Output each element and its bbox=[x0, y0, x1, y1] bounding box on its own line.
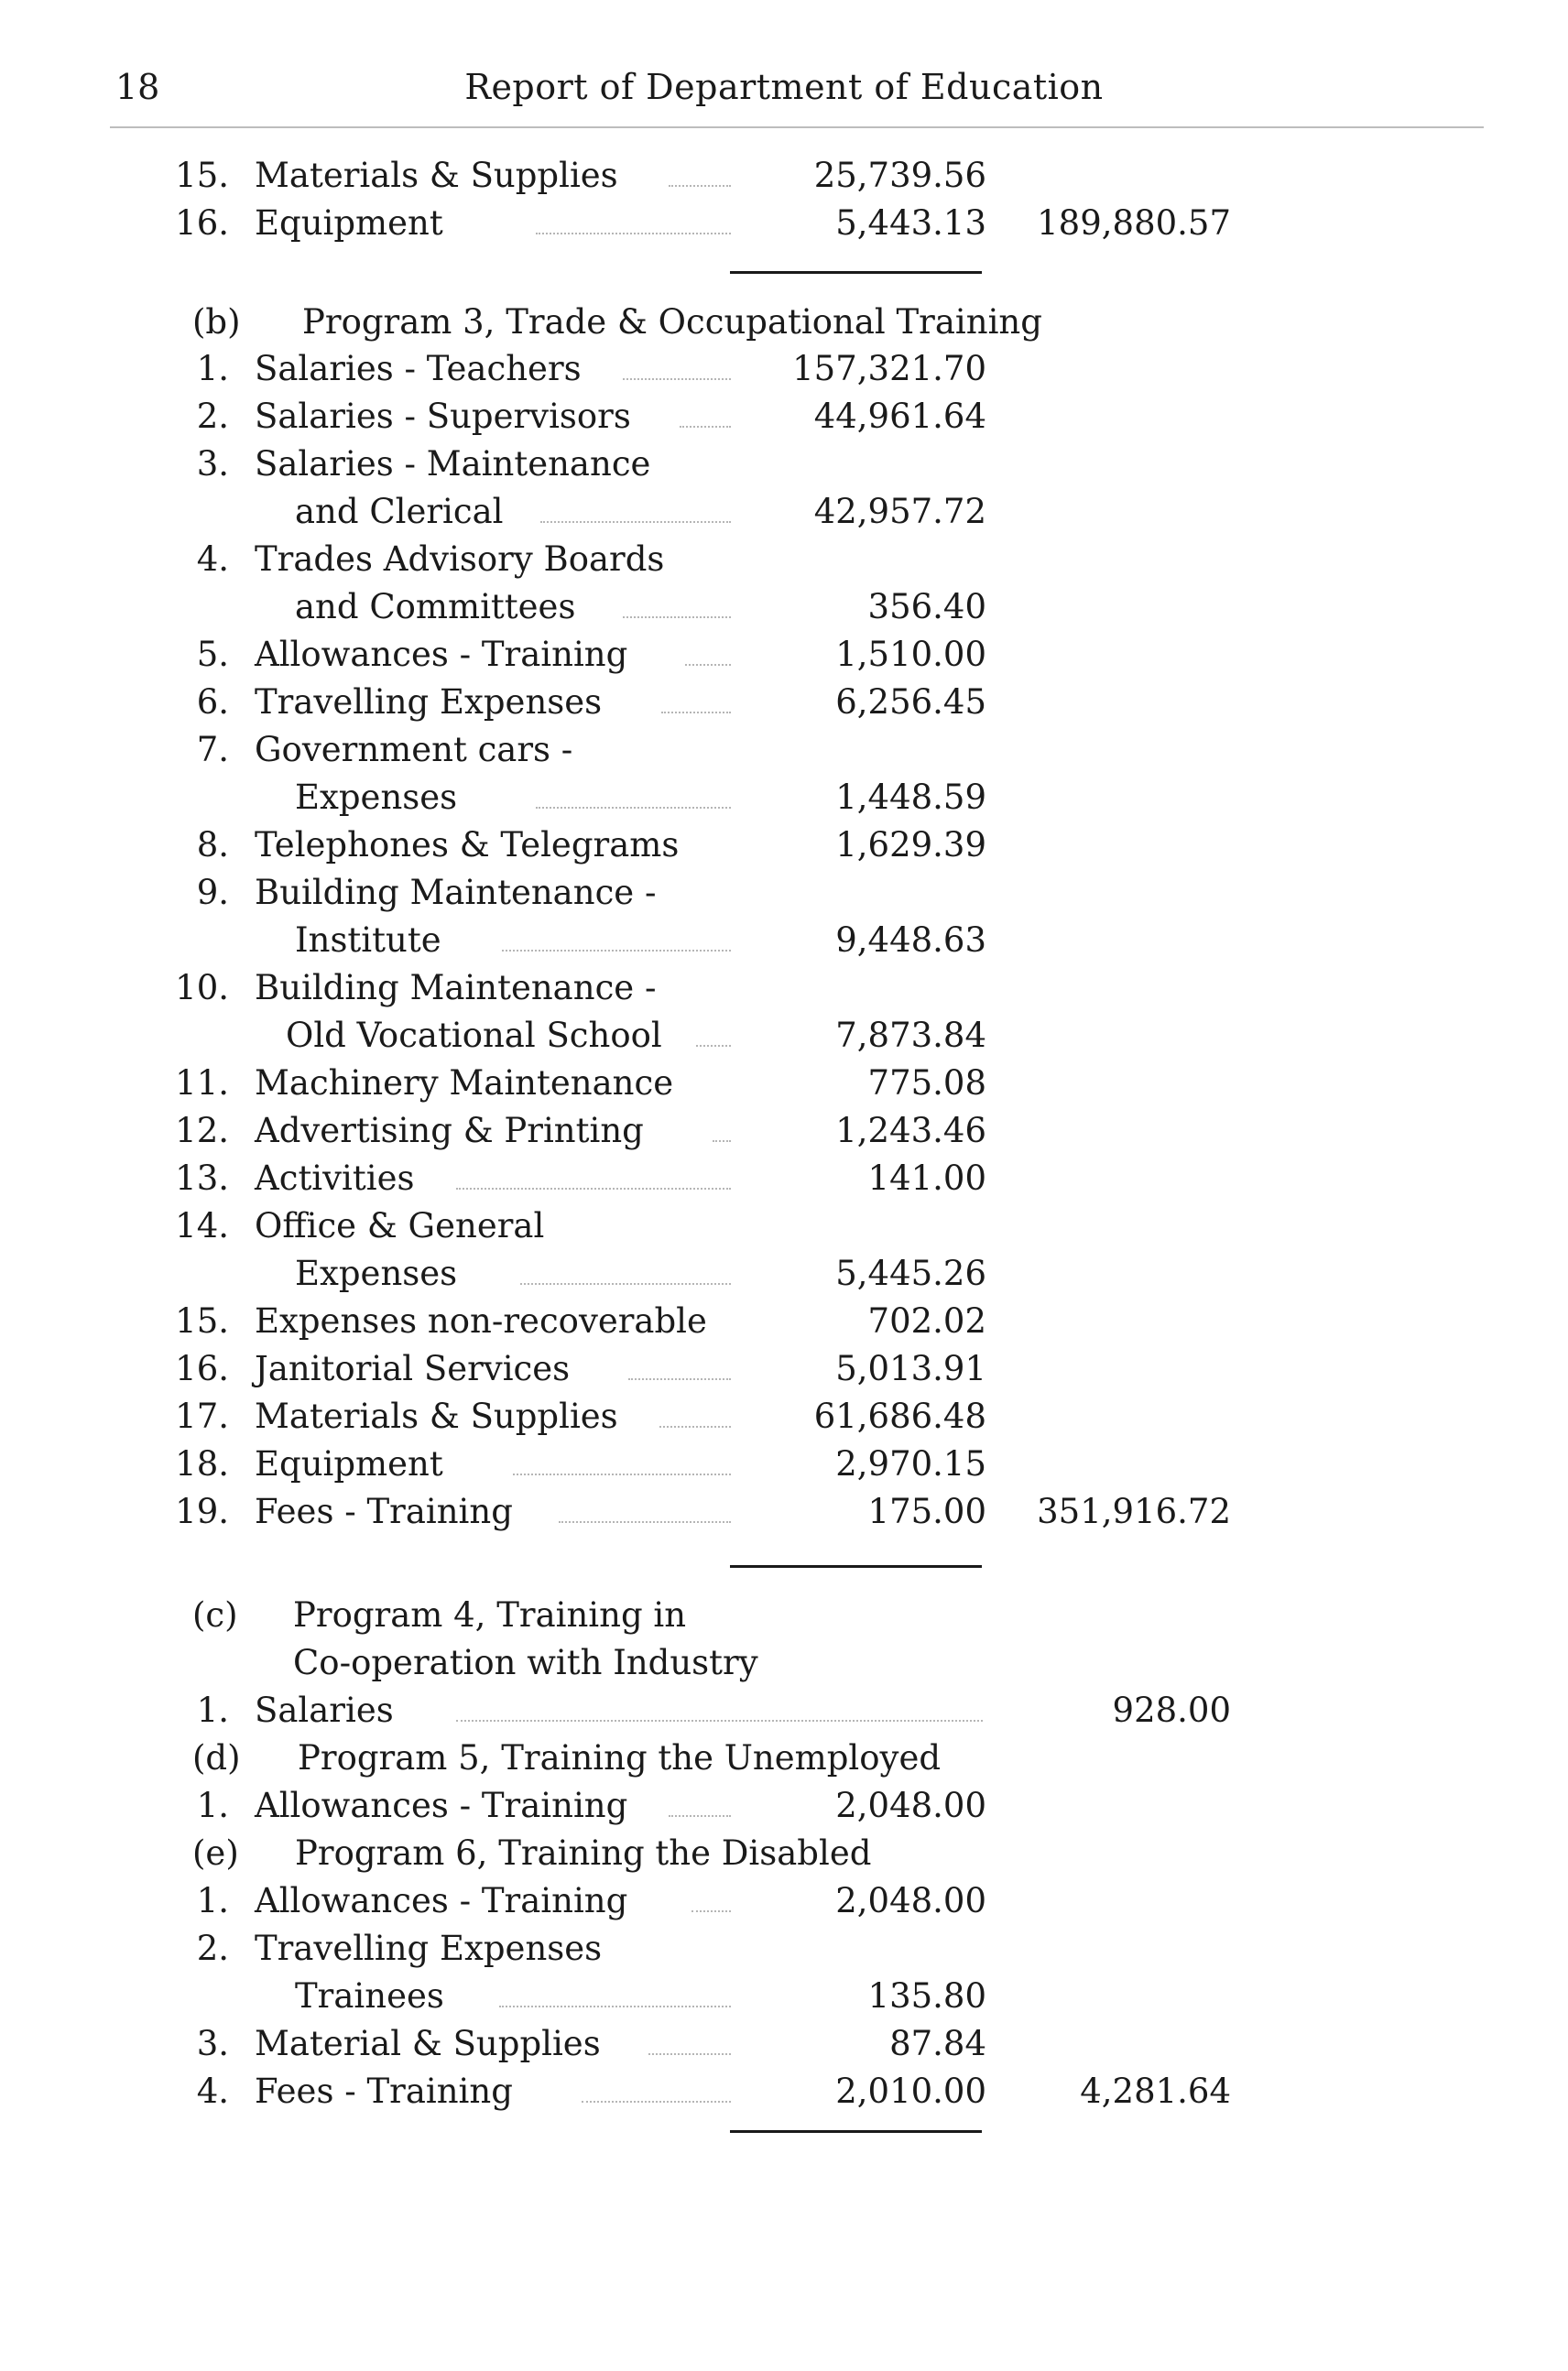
item-amount: 356.40 bbox=[867, 587, 986, 626]
table-row bbox=[0, 964, 1568, 1012]
item-amount: 6,256.45 bbox=[835, 682, 986, 722]
table-row bbox=[0, 1202, 1568, 1250]
page-title: Report of Department of Education bbox=[464, 67, 1104, 107]
item-amount: 1,510.00 bbox=[835, 635, 986, 674]
item-number: 14. bbox=[175, 1206, 229, 1245]
group-total: 351,916.72 bbox=[1037, 1492, 1231, 1531]
dot-leader bbox=[696, 1045, 731, 1047]
item-amount: 5,013.91 bbox=[835, 1349, 986, 1388]
item-amount: 775.08 bbox=[867, 1063, 986, 1103]
item-label-continued: Institute bbox=[295, 920, 441, 960]
dot-leader bbox=[559, 1521, 731, 1523]
table-row-continued bbox=[0, 1973, 1568, 2020]
table-row-continued bbox=[0, 583, 1568, 631]
table-row-continued bbox=[0, 488, 1568, 536]
item-number: 12. bbox=[175, 1111, 229, 1150]
section-marker: (c) bbox=[192, 1595, 238, 1635]
section-heading bbox=[0, 1830, 1568, 1877]
table-row bbox=[0, 821, 1568, 869]
section-heading bbox=[0, 1735, 1568, 1782]
item-label: Advertising & Printing bbox=[255, 1111, 644, 1150]
section-title: Program 6, Training the Disabled bbox=[295, 1833, 872, 1873]
table-row bbox=[0, 1298, 1568, 1345]
group-total: 928.00 bbox=[1112, 1691, 1231, 1730]
item-number: 18. bbox=[175, 1444, 229, 1484]
item-number: 16. bbox=[175, 1349, 229, 1388]
table-row bbox=[0, 1925, 1568, 1973]
table-row bbox=[0, 200, 1568, 247]
dot-leader bbox=[520, 1283, 731, 1285]
table-row bbox=[0, 1107, 1568, 1155]
item-amount: 1,629.39 bbox=[835, 825, 986, 865]
item-label: Equipment bbox=[255, 203, 443, 243]
dot-leader bbox=[628, 1378, 731, 1380]
item-amount: 5,445.26 bbox=[835, 1254, 986, 1293]
page-number: 18 bbox=[115, 67, 160, 107]
item-number: 4. bbox=[196, 2072, 229, 2111]
subtotal-rule bbox=[730, 2130, 982, 2133]
item-number: 15. bbox=[175, 1301, 229, 1341]
section-marker: (d) bbox=[192, 1738, 241, 1778]
table-row bbox=[0, 393, 1568, 440]
item-number: 4. bbox=[196, 539, 229, 579]
item-label-continued: and Committees bbox=[295, 587, 576, 626]
dot-leader bbox=[536, 807, 731, 809]
item-amount: 44,961.64 bbox=[813, 397, 986, 436]
item-label-continued: and Clerical bbox=[295, 492, 504, 531]
section-marker: (e) bbox=[192, 1833, 239, 1873]
item-amount: 25,739.56 bbox=[813, 156, 986, 195]
item-label: Allowances - Training bbox=[255, 1786, 628, 1825]
item-amount: 7,873.84 bbox=[835, 1016, 986, 1055]
item-amount: 42,957.72 bbox=[813, 492, 986, 531]
item-number: 10. bbox=[175, 968, 229, 1007]
item-amount: 141.00 bbox=[867, 1158, 986, 1198]
item-label: Activities bbox=[255, 1158, 415, 1198]
dot-leader bbox=[499, 2006, 731, 2007]
dot-leader bbox=[680, 426, 731, 428]
section-marker: (b) bbox=[192, 302, 241, 342]
item-label: Fees - Training bbox=[255, 1492, 513, 1531]
group-total: 4,281.64 bbox=[1080, 2072, 1231, 2111]
item-label-continued: Expenses bbox=[295, 778, 458, 817]
item-label: Allowances - Training bbox=[255, 635, 628, 674]
item-number: 9. bbox=[196, 873, 229, 912]
section-heading-continued bbox=[0, 1639, 1568, 1687]
item-number: 17. bbox=[175, 1397, 229, 1436]
dot-leader bbox=[661, 712, 731, 713]
table-row bbox=[0, 536, 1568, 583]
item-number: 19. bbox=[175, 1492, 229, 1531]
table-row bbox=[0, 345, 1568, 393]
item-amount: 1,243.46 bbox=[835, 1111, 986, 1150]
table-row bbox=[0, 869, 1568, 917]
item-amount: 1,448.59 bbox=[835, 778, 986, 817]
item-label: Trades Advisory Boards bbox=[255, 539, 665, 579]
table-row bbox=[0, 1345, 1568, 1393]
section-title: Program 3, Trade & Occupational Training bbox=[302, 302, 1042, 342]
item-label: Machinery Maintenance bbox=[255, 1063, 674, 1103]
item-amount: 2,048.00 bbox=[835, 1786, 986, 1825]
dot-leader bbox=[456, 1188, 731, 1190]
table-row-continued bbox=[0, 774, 1568, 821]
item-label: Salaries - Supervisors bbox=[255, 397, 631, 436]
table-row bbox=[0, 1488, 1568, 1536]
dot-leader bbox=[691, 1910, 731, 1912]
item-amount: 87.84 bbox=[889, 2024, 986, 2063]
dot-leader bbox=[456, 1720, 983, 1722]
table-row-continued bbox=[0, 917, 1568, 964]
dot-leader bbox=[659, 1426, 731, 1428]
item-label-continued: Old Vocational School bbox=[286, 1016, 662, 1055]
item-number: 5. bbox=[196, 635, 229, 674]
dot-leader bbox=[540, 521, 731, 523]
item-number: 16. bbox=[175, 203, 229, 243]
table-row bbox=[0, 631, 1568, 679]
table-row bbox=[0, 1155, 1568, 1202]
item-label: Allowances - Training bbox=[255, 1881, 628, 1920]
table-row bbox=[0, 2068, 1568, 2115]
group-total: 189,880.57 bbox=[1037, 203, 1231, 243]
table-row-continued bbox=[0, 1250, 1568, 1298]
subtotal-rule bbox=[730, 1565, 982, 1568]
table-row bbox=[0, 152, 1568, 200]
dot-leader bbox=[685, 664, 731, 666]
table-row bbox=[0, 1393, 1568, 1441]
item-amount: 135.80 bbox=[867, 1976, 986, 2016]
table-row bbox=[0, 726, 1568, 774]
item-label: Government cars - bbox=[255, 730, 573, 769]
item-number: 1. bbox=[196, 1786, 229, 1825]
table-row bbox=[0, 1687, 1568, 1735]
item-label: Materials & Supplies bbox=[255, 156, 618, 195]
item-label: Janitorial Services bbox=[255, 1349, 571, 1388]
table-row bbox=[0, 679, 1568, 726]
table-row bbox=[0, 1877, 1568, 1925]
item-number: 13. bbox=[175, 1158, 229, 1198]
item-amount: 5,443.13 bbox=[835, 203, 986, 243]
item-number: 3. bbox=[196, 444, 229, 484]
item-label: Building Maintenance - bbox=[255, 873, 657, 912]
dot-leader bbox=[648, 2053, 731, 2055]
table-row-continued bbox=[0, 1012, 1568, 1060]
item-label-continued: Trainees bbox=[295, 1976, 444, 2016]
item-amount: 2,970.15 bbox=[835, 1444, 986, 1484]
item-label: Expenses non-recoverable bbox=[255, 1301, 707, 1341]
section-heading bbox=[0, 299, 1568, 346]
item-label-continued: Expenses bbox=[295, 1254, 458, 1293]
item-number: 2. bbox=[196, 1929, 229, 1968]
item-amount: 157,321.70 bbox=[792, 349, 986, 388]
item-label: Salaries bbox=[255, 1691, 394, 1730]
dot-leader bbox=[623, 378, 731, 380]
table-row bbox=[0, 1441, 1568, 1488]
dot-leader bbox=[713, 1140, 731, 1142]
item-number: 2. bbox=[196, 397, 229, 436]
item-amount: 175.00 bbox=[867, 1492, 986, 1531]
item-label: Travelling Expenses bbox=[255, 682, 603, 722]
item-number: 1. bbox=[196, 349, 229, 388]
section-heading bbox=[0, 1592, 1568, 1639]
section-title: Program 5, Training the Unemployed bbox=[298, 1738, 942, 1778]
dot-leader bbox=[536, 233, 731, 234]
item-amount: 9,448.63 bbox=[835, 920, 986, 960]
dot-leader bbox=[669, 1815, 731, 1817]
dot-leader bbox=[623, 616, 731, 618]
dot-leader bbox=[502, 950, 731, 952]
item-number: 1. bbox=[196, 1691, 229, 1730]
item-number: 7. bbox=[196, 730, 229, 769]
table-row bbox=[0, 1060, 1568, 1107]
item-amount: 2,048.00 bbox=[835, 1881, 986, 1920]
subtotal-rule bbox=[730, 271, 982, 274]
dot-leader bbox=[513, 1474, 731, 1475]
item-number: 6. bbox=[196, 682, 229, 722]
dot-leader bbox=[582, 2101, 731, 2103]
item-label: Telephones & Telegrams bbox=[255, 825, 680, 865]
table-row bbox=[0, 2020, 1568, 2068]
dot-leader bbox=[669, 185, 731, 187]
item-number: 1. bbox=[196, 1881, 229, 1920]
section-title-continued: Co-operation with Industry bbox=[293, 1643, 758, 1682]
item-label: Equipment bbox=[255, 1444, 443, 1484]
item-label: Office & General bbox=[255, 1206, 545, 1245]
item-label: Materials & Supplies bbox=[255, 1397, 618, 1436]
table-row bbox=[0, 440, 1568, 488]
item-number: 8. bbox=[196, 825, 229, 865]
item-number: 15. bbox=[175, 156, 229, 195]
item-label: Salaries - Teachers bbox=[255, 349, 582, 388]
item-amount: 702.02 bbox=[867, 1301, 986, 1341]
item-number: 3. bbox=[196, 2024, 229, 2063]
item-label: Travelling Expenses bbox=[255, 1929, 603, 1968]
item-label: Fees - Training bbox=[255, 2072, 513, 2111]
item-label: Building Maintenance - bbox=[255, 968, 657, 1007]
item-label: Material & Supplies bbox=[255, 2024, 601, 2063]
item-number: 11. bbox=[175, 1063, 229, 1103]
section-title: Program 4, Training in bbox=[293, 1595, 687, 1635]
item-amount: 61,686.48 bbox=[813, 1397, 986, 1436]
table-row bbox=[0, 1782, 1568, 1830]
item-label: Salaries - Maintenance bbox=[255, 444, 651, 484]
item-amount: 2,010.00 bbox=[835, 2072, 986, 2111]
